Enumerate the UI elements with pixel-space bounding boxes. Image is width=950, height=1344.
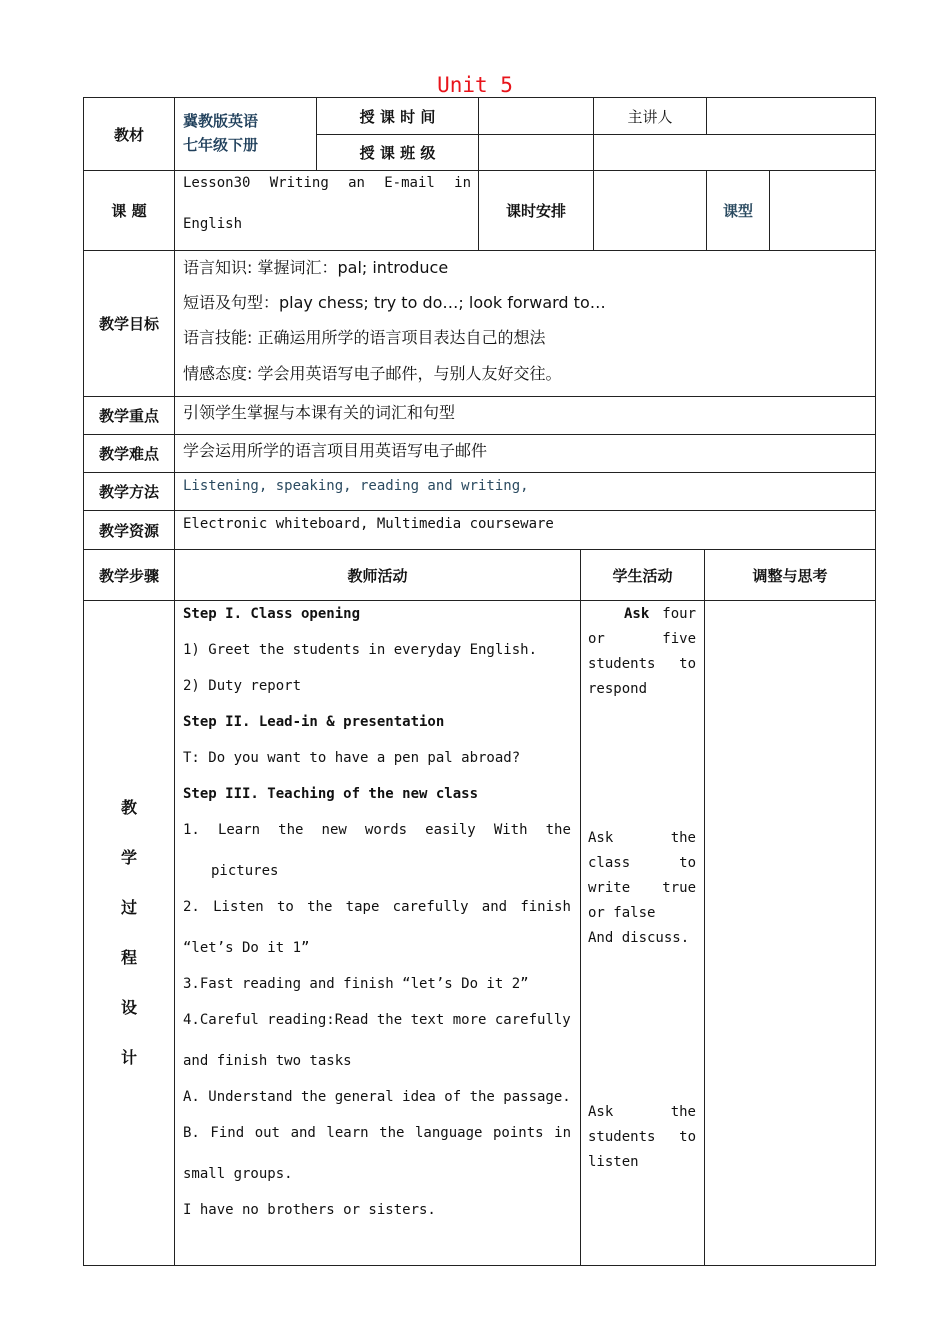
class-label: 授 课 班 级 [359, 144, 436, 162]
step-3-task-b-cont: small groups. [183, 1166, 293, 1182]
word: and [481, 899, 508, 915]
word: write [588, 880, 631, 896]
word: Listen [213, 899, 264, 915]
type-value[interactable] [770, 171, 875, 250]
key-points-label: 教学重点 [98, 407, 159, 425]
word: B. [183, 1125, 200, 1141]
word: to [679, 1129, 696, 1145]
student-line [588, 855, 696, 871]
student-line: or false [588, 905, 656, 921]
textbook-value [183, 110, 258, 155]
topic-word: in [454, 175, 471, 191]
methods-value: Listening, speaking, reading and writing, [183, 478, 529, 494]
speaker-label: 主讲人 [627, 107, 673, 126]
step-3-task-b [183, 1125, 571, 1141]
word: out [254, 1125, 280, 1141]
word: carefully [392, 899, 469, 915]
steps-label: 教学步骤 [98, 566, 159, 585]
objectives-label: 教学目标 [98, 315, 159, 333]
speaker-value[interactable] [707, 98, 875, 134]
word: the [670, 1104, 696, 1120]
time-value[interactable] [479, 98, 593, 134]
schedule-label: 课时安排 [505, 202, 566, 220]
word: the [545, 822, 571, 838]
process-char: 设 [121, 998, 138, 1017]
word: Ask [624, 606, 650, 622]
student-line [588, 631, 696, 647]
word: class [588, 855, 631, 871]
step-2-item: T: Do you want to have a pen pal abroad? [183, 750, 521, 766]
word: easily [425, 822, 476, 838]
word: true [662, 880, 696, 896]
word: in [554, 1125, 571, 1141]
textbook-grade: 七年级下册 [183, 136, 259, 154]
word: language [415, 1125, 483, 1141]
step-2-title: Step II. Lead-in & presentation [183, 714, 445, 730]
class-value[interactable] [479, 135, 875, 170]
word: to [276, 899, 294, 915]
student-line [588, 880, 696, 896]
word: students [588, 656, 656, 672]
word: With [493, 822, 528, 838]
word: tape [345, 899, 380, 915]
step-3-item-2 [183, 899, 571, 915]
student-line [588, 1129, 696, 1145]
step-3-item-4-cont: and finish two tasks [183, 1053, 352, 1069]
topic-word: Writing [269, 175, 329, 191]
step-3-item-4: 4.Careful reading:Read the text more carefully [183, 1012, 571, 1028]
step-1-item: 2) Duty report [183, 678, 302, 694]
student-line [588, 606, 696, 622]
word: or [588, 631, 605, 647]
word: new [321, 822, 347, 838]
resources-label: 教学资源 [98, 521, 159, 540]
word: to [679, 855, 696, 871]
resources-value: Electronic whiteboard, Multimedia courseware [183, 516, 554, 532]
objective-item: 短语及句型：play chess; try to do…; look forward to… [183, 293, 606, 312]
word: the [307, 899, 333, 915]
topic-word: an [348, 175, 365, 191]
word: the [670, 830, 696, 846]
topic-label: 课 题 [111, 202, 147, 220]
word: Ask [588, 1104, 614, 1120]
word: points [493, 1125, 544, 1141]
word: Ask [588, 830, 614, 846]
difficulties-label: 教学难点 [98, 445, 159, 463]
word: 2. [183, 899, 200, 915]
student-line [588, 656, 696, 672]
topic-line-2: English [183, 216, 243, 232]
step-1-item: 1) Greet the students in everyday English. [183, 642, 538, 658]
process-char: 教 [121, 798, 138, 817]
example-sentence: I have no brothers or sisters. [183, 1202, 436, 1218]
student-line [588, 1104, 696, 1120]
word: Find [210, 1125, 245, 1141]
step-3-title: Step III. Teaching of the new class [183, 786, 479, 802]
teacher-activity-header: 教师活动 [347, 566, 408, 585]
process-char: 学 [121, 848, 138, 867]
step-1-title: Step I. Class opening [183, 606, 361, 622]
step-3-item-1 [183, 822, 571, 838]
objective-item: 语言技能: 正确运用所学的语言项目表达自己的想法 [183, 328, 546, 347]
word: the [278, 822, 304, 838]
step-3-item-3: 3.Fast reading and finish “let’s Do it 2” [183, 976, 529, 992]
word: 1. [183, 822, 200, 838]
type-label: 课型 [722, 202, 753, 220]
time-label: 授 课 时 间 [359, 107, 436, 126]
process-char: 程 [121, 948, 138, 967]
student-line: listen [588, 1154, 639, 1170]
topic-word: E-mail [384, 175, 435, 191]
word: students [588, 1129, 656, 1145]
objective-item: 情感态度: 学会用英语写电子邮件，与别人友好交往。 [183, 364, 562, 383]
word: learn [326, 1125, 369, 1141]
word: Learn [217, 822, 261, 838]
methods-label: 教学方法 [98, 483, 159, 501]
difficulties-value: 学会运用所学的语言项目用英语写电子邮件 [183, 441, 488, 460]
schedule-value[interactable] [594, 171, 706, 250]
textbook-label: 教材 [113, 125, 144, 144]
page-title: Unit 5 [437, 73, 513, 97]
student-line: And discuss. [588, 930, 690, 946]
student-line [588, 830, 696, 846]
word: finish [520, 899, 571, 915]
adjust-notes[interactable] [705, 601, 875, 1265]
word: to [679, 656, 696, 672]
key-points-value: 引领学生掌握与本课有关的词汇和句型 [183, 403, 456, 422]
process-char: 过 [121, 898, 138, 917]
word: five [662, 631, 696, 647]
word: and [290, 1125, 316, 1141]
student-line: respond [588, 681, 648, 697]
step-3-item-1-cont: pictures [211, 863, 279, 879]
adjust-header: 调整与思考 [752, 566, 828, 585]
word: the [379, 1125, 405, 1141]
word: words [364, 822, 408, 838]
step-3-task-a: A. Understand the general idea of the passage. [183, 1089, 571, 1105]
student-activity-header: 学生活动 [612, 566, 673, 585]
topic-word: Lesson30 [183, 175, 251, 191]
topic-value [183, 175, 471, 232]
objective-item: 语言知识: 掌握词汇：pal; introduce [183, 258, 449, 277]
process-char: 计 [121, 1048, 138, 1067]
word: four [662, 606, 696, 622]
textbook-name: 冀教版英语 [183, 112, 259, 130]
step-3-item-2-cont: “let’s Do it 1” [183, 940, 310, 956]
